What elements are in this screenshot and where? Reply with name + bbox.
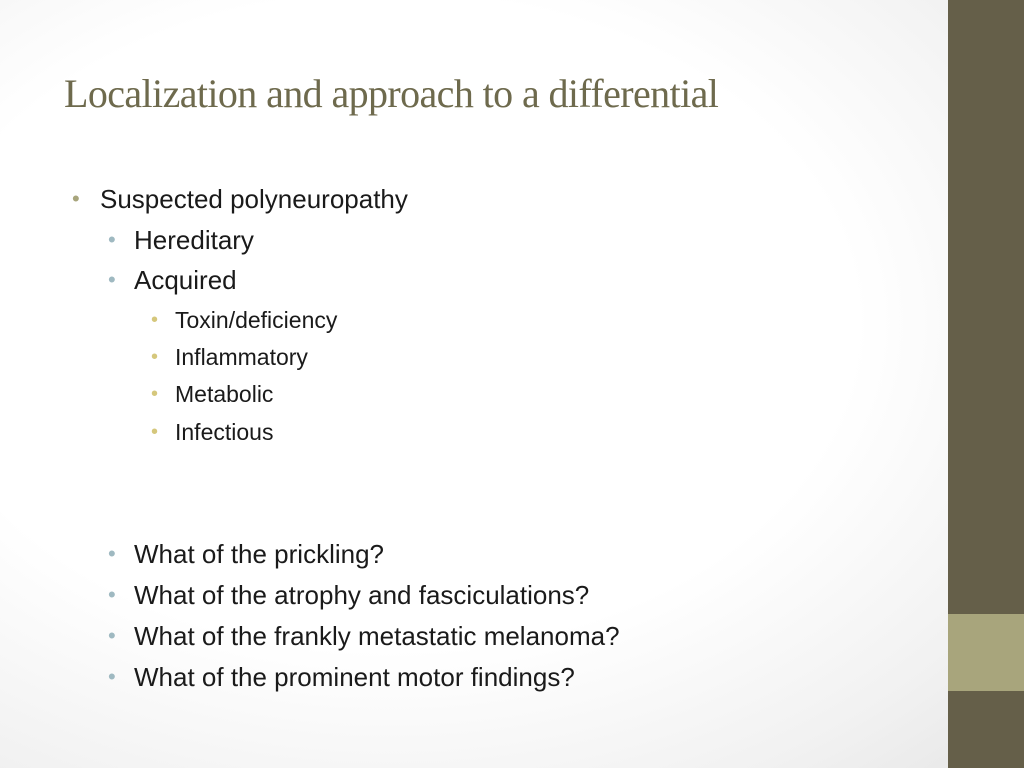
bullet-text: What of the prominent motor findings? xyxy=(134,662,575,692)
bullet-icon: • xyxy=(72,186,80,211)
slide-title: Localization and approach to a differential xyxy=(64,71,719,116)
bullet-text: Toxin/deficiency xyxy=(175,307,338,333)
bullet-text: What of the prickling? xyxy=(134,539,385,569)
question-bullet-item xyxy=(108,539,385,569)
question-bullet-item xyxy=(108,580,590,610)
sub-bullet-item xyxy=(108,225,254,255)
bullet-text: Metabolic xyxy=(175,381,274,407)
bullet-icon: • xyxy=(108,541,116,566)
bullet-icon: • xyxy=(151,383,159,405)
sub-bullet-item xyxy=(108,265,237,295)
sub-sub-bullet-item xyxy=(151,307,338,333)
bullet-icon: • xyxy=(151,309,159,331)
sub-sub-bullet-item xyxy=(151,381,274,407)
bullet-text: Inflammatory xyxy=(175,344,308,370)
bullet-text: What of the atrophy and fasciculations? xyxy=(134,580,590,610)
side-decoration-accent xyxy=(948,614,1024,691)
question-bullet-item xyxy=(108,662,575,692)
bullet-icon: • xyxy=(151,346,159,368)
question-bullet-item xyxy=(108,621,620,651)
bullet-icon: • xyxy=(108,267,116,292)
sub-sub-bullet-item xyxy=(151,419,274,445)
bullet-item xyxy=(72,184,408,214)
bullet-text: Suspected polyneuropathy xyxy=(100,184,408,214)
bullet-text: Acquired xyxy=(134,265,237,295)
bullet-icon: • xyxy=(108,582,116,607)
bullet-icon: • xyxy=(108,227,116,252)
bullet-icon: • xyxy=(151,421,159,443)
sub-sub-bullet-item xyxy=(151,344,308,370)
bullet-icon: • xyxy=(108,623,116,648)
bullet-text: Hereditary xyxy=(134,225,254,255)
bullet-text: Infectious xyxy=(175,419,274,445)
bullet-icon: • xyxy=(108,664,116,689)
bullet-text: What of the frankly metastatic melanoma? xyxy=(134,621,620,651)
